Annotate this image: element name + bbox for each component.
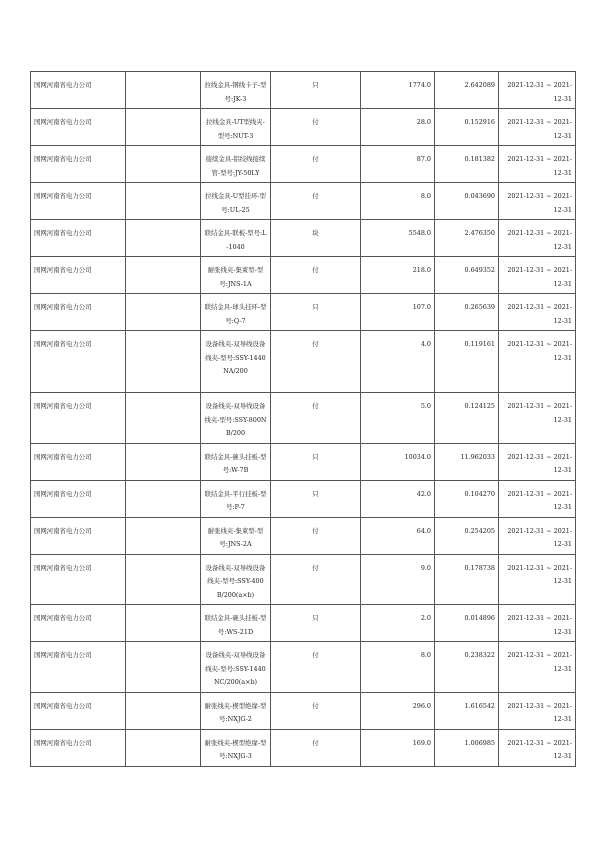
table-row bbox=[31, 554, 576, 605]
quantity-cell: 28.0 bbox=[361, 109, 435, 146]
quantity-cell: 218.0 bbox=[361, 257, 435, 294]
unit-cell: 付 bbox=[271, 517, 361, 554]
period-cell: 2021-12-31 ~ 2021-12-31 bbox=[499, 220, 576, 257]
procurement-table bbox=[30, 71, 576, 767]
amount-cell: 0.254205 bbox=[435, 517, 499, 554]
material-name-cell: 设备线夹-双导线设备线夹-型号:SSY-400B/200(a×b) bbox=[201, 554, 271, 605]
blank-cell bbox=[126, 109, 201, 146]
period-cell: 2021-12-31 ~ 2021-12-31 bbox=[499, 146, 576, 183]
quantity-cell: 107.0 bbox=[361, 294, 435, 331]
company-cell: 国网河南省电力公司 bbox=[31, 183, 126, 220]
period-cell: 2021-12-31 ~ 2021-12-31 bbox=[499, 605, 576, 642]
material-name-cell: 耐张线夹-楔型绝缘-型号:NXJG-3 bbox=[201, 729, 271, 766]
unit-cell: 付 bbox=[271, 257, 361, 294]
period-cell: 2021-12-31 ~ 2021-12-31 bbox=[499, 294, 576, 331]
amount-cell: 1.616542 bbox=[435, 692, 499, 729]
table-row bbox=[31, 257, 576, 294]
unit-cell: 付 bbox=[271, 642, 361, 693]
blank-cell bbox=[126, 729, 201, 766]
period-cell: 2021-12-31 ~ 2021-12-31 bbox=[499, 443, 576, 480]
period-cell: 2021-12-31 ~ 2021-12-31 bbox=[499, 393, 576, 444]
quantity-cell: 5548.0 bbox=[361, 220, 435, 257]
unit-cell: 付 bbox=[271, 554, 361, 605]
company-cell: 国网河南省电力公司 bbox=[31, 692, 126, 729]
amount-cell: 0.265639 bbox=[435, 294, 499, 331]
company-cell: 国网河南省电力公司 bbox=[31, 220, 126, 257]
quantity-cell: 8.0 bbox=[361, 183, 435, 220]
quantity-cell: 10034.0 bbox=[361, 443, 435, 480]
period-cell: 2021-12-31 ~ 2021-12-31 bbox=[499, 692, 576, 729]
quantity-cell: 42.0 bbox=[361, 480, 435, 517]
material-name-cell: 联结金具-球头挂环-型号:Q-7 bbox=[201, 294, 271, 331]
period-cell: 2021-12-31 ~ 2021-12-31 bbox=[499, 729, 576, 766]
blank-cell bbox=[126, 642, 201, 693]
amount-cell: 0.014896 bbox=[435, 605, 499, 642]
table-row bbox=[31, 729, 576, 766]
amount-cell: 0.119161 bbox=[435, 331, 499, 393]
amount-cell: 2.476350 bbox=[435, 220, 499, 257]
unit-cell: 只 bbox=[271, 294, 361, 331]
blank-cell bbox=[126, 443, 201, 480]
blank-cell bbox=[126, 331, 201, 393]
material-name-cell: 耐张线夹-楔型绝缘-型号:NXJG-2 bbox=[201, 692, 271, 729]
unit-cell: 付 bbox=[271, 393, 361, 444]
unit-cell: 付 bbox=[271, 146, 361, 183]
company-cell: 国网河南省电力公司 bbox=[31, 480, 126, 517]
material-name-cell: 设备线夹-双导线设备线夹-型号:SSY-1440NC/200(a×b) bbox=[201, 642, 271, 693]
quantity-cell: 296.0 bbox=[361, 692, 435, 729]
table-row bbox=[31, 294, 576, 331]
table-row bbox=[31, 220, 576, 257]
amount-cell: 0.649352 bbox=[435, 257, 499, 294]
blank-cell bbox=[126, 393, 201, 444]
quantity-cell: 169.0 bbox=[361, 729, 435, 766]
unit-cell: 只 bbox=[271, 480, 361, 517]
table-row bbox=[31, 480, 576, 517]
blank-cell bbox=[126, 257, 201, 294]
quantity-cell: 2.0 bbox=[361, 605, 435, 642]
company-cell: 国网河南省电力公司 bbox=[31, 605, 126, 642]
quantity-cell: 8.0 bbox=[361, 642, 435, 693]
quantity-cell: 87.0 bbox=[361, 146, 435, 183]
blank-cell bbox=[126, 605, 201, 642]
table-row bbox=[31, 605, 576, 642]
material-name-cell: 拉线金具-钢线卡子-型号:JK-3 bbox=[201, 72, 271, 109]
blank-cell bbox=[126, 220, 201, 257]
blank-cell bbox=[126, 692, 201, 729]
unit-cell: 块 bbox=[271, 220, 361, 257]
company-cell: 国网河南省电力公司 bbox=[31, 257, 126, 294]
period-cell: 2021-12-31 ~ 2021-12-31 bbox=[499, 331, 576, 393]
table-row bbox=[31, 109, 576, 146]
period-cell: 2021-12-31 ~ 2021-12-31 bbox=[499, 517, 576, 554]
material-name-cell: 耐张线夹-集束型-型号:JNS-2A bbox=[201, 517, 271, 554]
quantity-cell: 4.0 bbox=[361, 331, 435, 393]
period-cell: 2021-12-31 ~ 2021-12-31 bbox=[499, 554, 576, 605]
company-cell: 国网河南省电力公司 bbox=[31, 554, 126, 605]
table-row bbox=[31, 642, 576, 693]
table-row bbox=[31, 331, 576, 393]
company-cell: 国网河南省电力公司 bbox=[31, 729, 126, 766]
period-cell: 2021-12-31 ~ 2021-12-31 bbox=[499, 109, 576, 146]
period-cell: 2021-12-31 ~ 2021-12-31 bbox=[499, 72, 576, 109]
amount-cell: 0.043690 bbox=[435, 183, 499, 220]
period-cell: 2021-12-31 ~ 2021-12-31 bbox=[499, 183, 576, 220]
material-name-cell: 拉线金具-U型挂环-型号:UL-25 bbox=[201, 183, 271, 220]
material-name-cell: 联结金具-平行挂板-型号:P-7 bbox=[201, 480, 271, 517]
company-cell: 国网河南省电力公司 bbox=[31, 517, 126, 554]
table-row bbox=[31, 72, 576, 109]
company-cell: 国网河南省电力公司 bbox=[31, 294, 126, 331]
blank-cell bbox=[126, 183, 201, 220]
company-cell: 国网河南省电力公司 bbox=[31, 146, 126, 183]
company-cell: 国网河南省电力公司 bbox=[31, 72, 126, 109]
table-row bbox=[31, 443, 576, 480]
amount-cell: 1.006985 bbox=[435, 729, 499, 766]
company-cell: 国网河南省电力公司 bbox=[31, 331, 126, 393]
company-cell: 国网河南省电力公司 bbox=[31, 443, 126, 480]
quantity-cell: 64.0 bbox=[361, 517, 435, 554]
material-name-cell: 设备线夹-双导线设备线夹-型号:SSY-800NB/200 bbox=[201, 393, 271, 444]
amount-cell: 11.962033 bbox=[435, 443, 499, 480]
material-name-cell: 设备线夹-双导线设备线夹-型号:SSY-1440NA/200 bbox=[201, 331, 271, 393]
amount-cell: 0.124125 bbox=[435, 393, 499, 444]
material-name-cell: 联结金具-联板-型号:L-1040 bbox=[201, 220, 271, 257]
company-cell: 国网河南省电力公司 bbox=[31, 393, 126, 444]
material-name-cell: 耐张线夹-集束型-型号:JNS-1A bbox=[201, 257, 271, 294]
amount-cell: 0.181382 bbox=[435, 146, 499, 183]
table-row bbox=[31, 517, 576, 554]
material-name-cell: 联结金具-碗头挂板-型号:WS-21D bbox=[201, 605, 271, 642]
company-cell: 国网河南省电力公司 bbox=[31, 109, 126, 146]
quantity-cell: 5.0 bbox=[361, 393, 435, 444]
amount-cell: 0.152916 bbox=[435, 109, 499, 146]
company-cell: 国网河南省电力公司 bbox=[31, 642, 126, 693]
period-cell: 2021-12-31 ~ 2021-12-31 bbox=[499, 480, 576, 517]
amount-cell: 0.238322 bbox=[435, 642, 499, 693]
table-row bbox=[31, 183, 576, 220]
quantity-cell: 1774.0 bbox=[361, 72, 435, 109]
unit-cell: 只 bbox=[271, 443, 361, 480]
unit-cell: 付 bbox=[271, 109, 361, 146]
blank-cell bbox=[126, 294, 201, 331]
period-cell: 2021-12-31 ~ 2021-12-31 bbox=[499, 257, 576, 294]
blank-cell bbox=[126, 480, 201, 517]
material-name-cell: 联结金具-碗头挂板-型号:W-7B bbox=[201, 443, 271, 480]
amount-cell: 2.642089 bbox=[435, 72, 499, 109]
unit-cell: 付 bbox=[271, 331, 361, 393]
period-cell: 2021-12-31 ~ 2021-12-31 bbox=[499, 642, 576, 693]
blank-cell bbox=[126, 146, 201, 183]
blank-cell bbox=[126, 554, 201, 605]
table-row bbox=[31, 393, 576, 444]
unit-cell: 只 bbox=[271, 605, 361, 642]
blank-cell bbox=[126, 72, 201, 109]
material-name-cell: 拉线金具-UT型线夹-型号:NUT-3 bbox=[201, 109, 271, 146]
unit-cell: 付 bbox=[271, 183, 361, 220]
unit-cell: 付 bbox=[271, 729, 361, 766]
amount-cell: 0.104270 bbox=[435, 480, 499, 517]
quantity-cell: 9.0 bbox=[361, 554, 435, 605]
unit-cell: 只 bbox=[271, 72, 361, 109]
unit-cell: 付 bbox=[271, 692, 361, 729]
amount-cell: 0.178738 bbox=[435, 554, 499, 605]
table-row bbox=[31, 146, 576, 183]
material-name-cell: 接续金具-铝绞线接续管-型号:JY-50LY bbox=[201, 146, 271, 183]
table-row bbox=[31, 692, 576, 729]
blank-cell bbox=[126, 517, 201, 554]
